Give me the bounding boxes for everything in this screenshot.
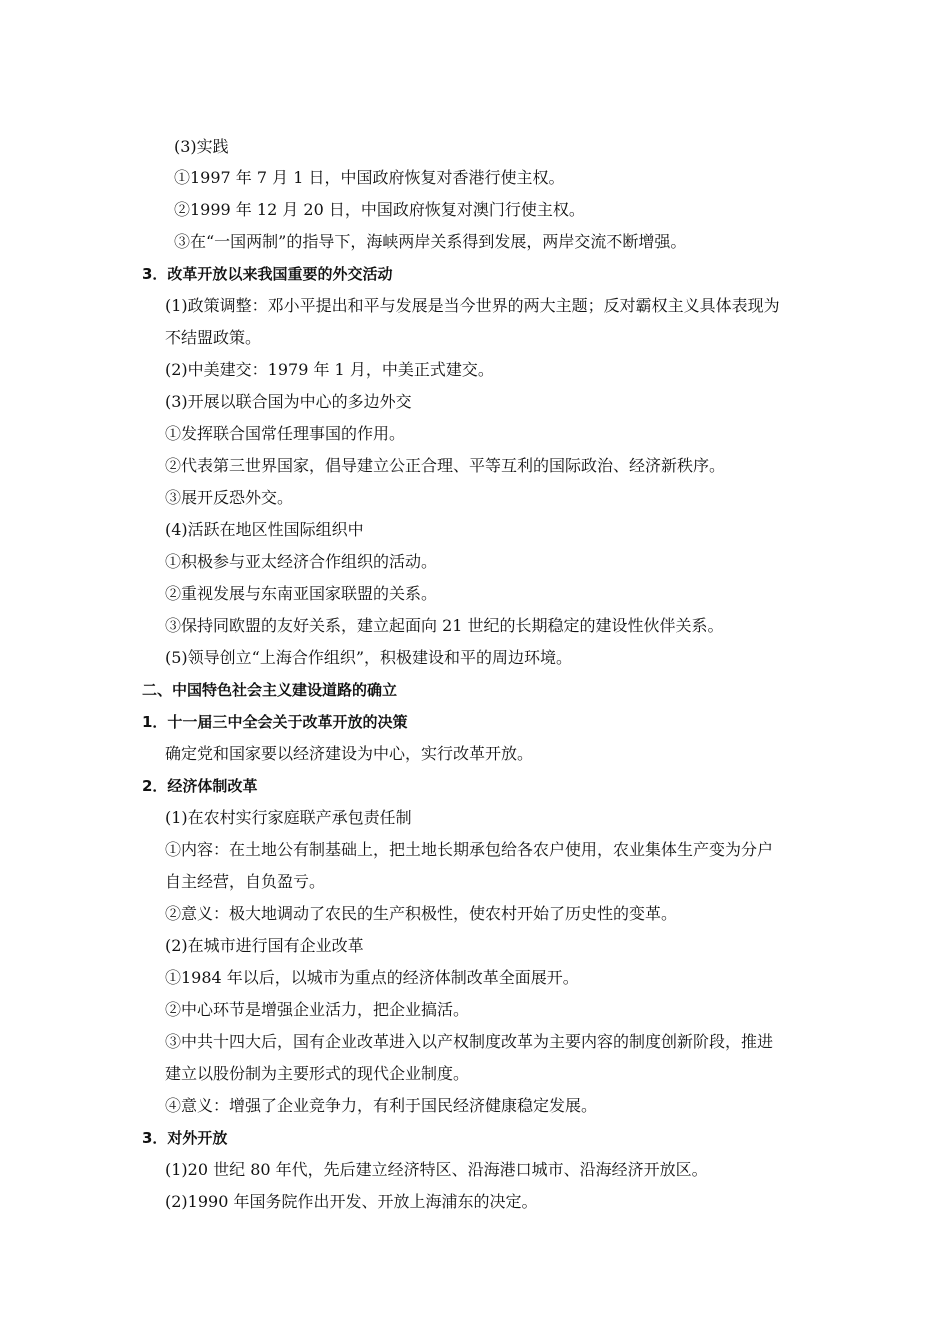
section-heading: 3．改革开放以来我国重要的外交活动 — [142, 265, 393, 283]
subsection-heading: (4)活跃在地区性国际组织中 — [165, 520, 364, 539]
list-item: 建立以股份制为主要形式的现代企业制度。 — [165, 1064, 470, 1083]
paragraph: (1)政策调整：邓小平提出和平与发展是当今世界的两大主题；反对霸权主义具体表现为 — [165, 296, 780, 315]
chapter-heading: 二、中国特色社会主义建设道路的确立 — [142, 681, 398, 699]
list-item: ③展开反恐外交。 — [165, 488, 294, 507]
paragraph: (1)20 世纪 80 年代，先后建立经济特区、沿海港口城市、沿海经济开放区。 — [165, 1160, 708, 1179]
list-item: ④意义：增强了企业竞争力，有利于国民经济健康稳定发展。 — [165, 1096, 598, 1115]
list-item: ③保持同欧盟的友好关系，建立起面向 21 世纪的长期稳定的建设性伙伴关系。 — [165, 616, 724, 635]
section-heading: 2．经济体制改革 — [142, 777, 258, 795]
list-item: ①内容：在土地公有制基础上，把土地长期承包给各农户使用，农业集体生产变为分户 — [165, 840, 774, 859]
list-item: ③中共十四大后，国有企业改革进入以产权制度改革为主要内容的制度创新阶段，推进 — [165, 1032, 774, 1051]
list-item: ②重视发展与东南亚国家联盟的关系。 — [165, 584, 438, 603]
paragraph: (2)中美建交：1979 年 1 月，中美正式建交。 — [165, 360, 494, 379]
list-item: ①发挥联合国常任理事国的作用。 — [165, 424, 406, 443]
list-item: ③在“一国两制”的指导下，海峡两岸关系得到发展，两岸交流不断增强。 — [174, 232, 687, 251]
paragraph: 确定党和国家要以经济建设为中心，实行改革开放。 — [165, 744, 534, 763]
paragraph: (5)领导创立“上海合作组织”，积极建设和平的周边环境。 — [165, 648, 573, 667]
subsection-heading: (2)在城市进行国有企业改革 — [165, 936, 364, 955]
list-item: 自主经营，自负盈亏。 — [165, 872, 326, 891]
list-item: ①积极参与亚太经济合作组织的活动。 — [165, 552, 438, 571]
list-item: ②代表第三世界国家，倡导建立公正合理、平等互利的国际政治、经济新秩序。 — [165, 456, 726, 475]
section-heading: 1．十一届三中全会关于改革开放的决策 — [142, 713, 408, 731]
subsection-heading: (3)开展以联合国为中心的多边外交 — [165, 392, 412, 411]
section-heading: 3．对外开放 — [142, 1129, 228, 1147]
list-item: ②中心环节是增强企业活力，把企业搞活。 — [165, 1000, 470, 1019]
list-item: ②1999 年 12 月 20 日，中国政府恢复对澳门行使主权。 — [174, 200, 585, 219]
list-item: ①1997 年 7 月 1 日，中国政府恢复对香港行使主权。 — [174, 168, 565, 187]
list-item: ①1984 年以后，以城市为重点的经济体制改革全面展开。 — [165, 968, 579, 987]
subsection-heading: (1)在农村实行家庭联产承包责任制 — [165, 808, 412, 827]
paragraph: (2)1990 年国务院作出开发、开放上海浦东的决定。 — [165, 1192, 538, 1211]
paragraph: 不结盟政策。 — [165, 328, 262, 347]
list-item: ②意义：极大地调动了农民的生产积极性，使农村开始了历史性的变革。 — [165, 904, 678, 923]
subsection-heading: (3)实践 — [174, 137, 229, 156]
